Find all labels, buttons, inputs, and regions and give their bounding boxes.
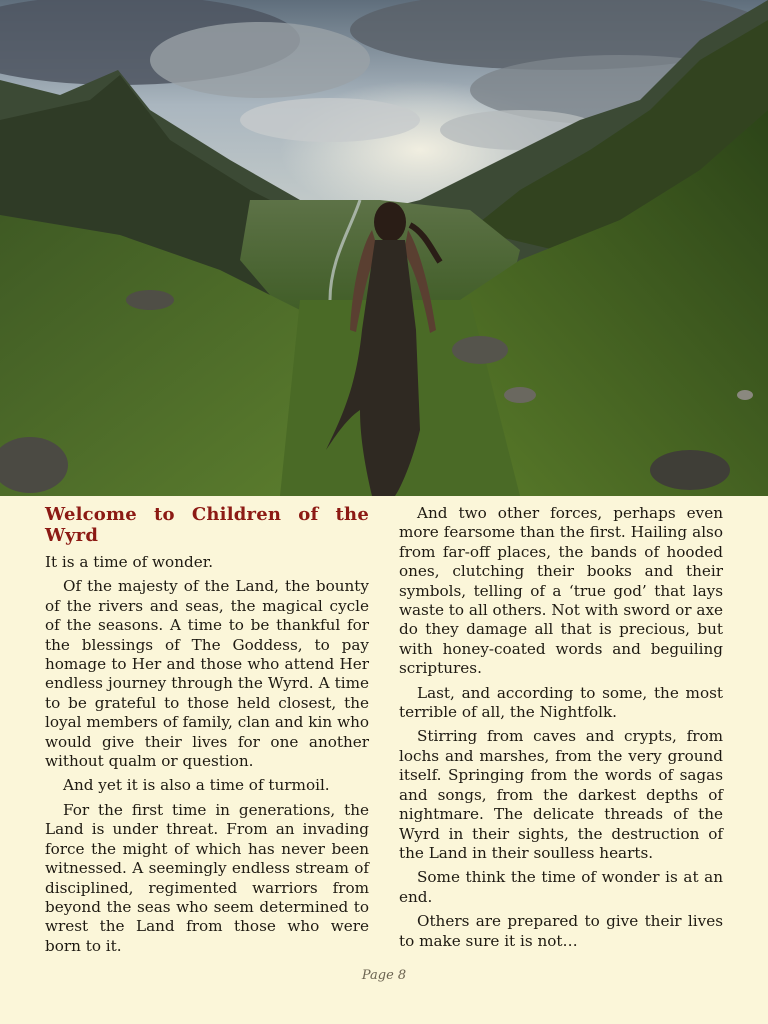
paragraph: Stirring from caves and crypts, from lochs and marshes, from the very ground itself. Springing from the words of sagas and songs, from the darkest depths of nightmare. The delicate threads of the Wyrd in their sights, the destruction of the Land in their soulless hearts. [399, 727, 723, 862]
paragraph: And yet it is also a time of turmoil. [63, 776, 330, 795]
hero-landscape-image [0, 0, 768, 496]
paragraph: And two other forces, perhaps even more fearsome than the first. Hailing also from far-off places, the bands of hooded ones, clutching their books and their symbols, telling of a ‘true god’ that lays waste to all others. Not with sword or axe do they damage all that is precious, but with honey-coated words and beguiling scriptures. [399, 504, 723, 678]
paragraph: Last, and according to some, the most terrible of all, the Nightfolk. [399, 683, 723, 722]
right-column [399, 504, 723, 956]
paragraph: For the first time in generations, the Land is under threat. From an invading force the might of which has never been witnessed. A seemingly endless stream of disciplined, regimented warriors from beyond the seas who seem determined to wrest the Land from those who were born to it. [45, 800, 369, 955]
left-column [45, 504, 369, 961]
paragraph: Some think the time of wonder is at an end. [399, 868, 723, 906]
page-number: Page 8 [361, 968, 407, 983]
paragraph: Of the majesty of the Land, the bounty of the rivers and seas, the magical cycle of the seasons. A time to be thankful for the blessings of The Goddess, to pay homage to Her and those who attend Her endless journey through the Wyrd. A time to be grateful to those held closest, the loyal members of family, clan and kin who would give their lives for one another without qualm or question. [45, 577, 369, 771]
article-title: Welcome to Children of the Wyrd [45, 504, 369, 546]
paragraph: It is a time of wonder. [45, 553, 214, 571]
paragraph: Others are prepared to give their lives to make sure it is not… [399, 912, 723, 950]
landscape-illustration [0, 0, 768, 496]
